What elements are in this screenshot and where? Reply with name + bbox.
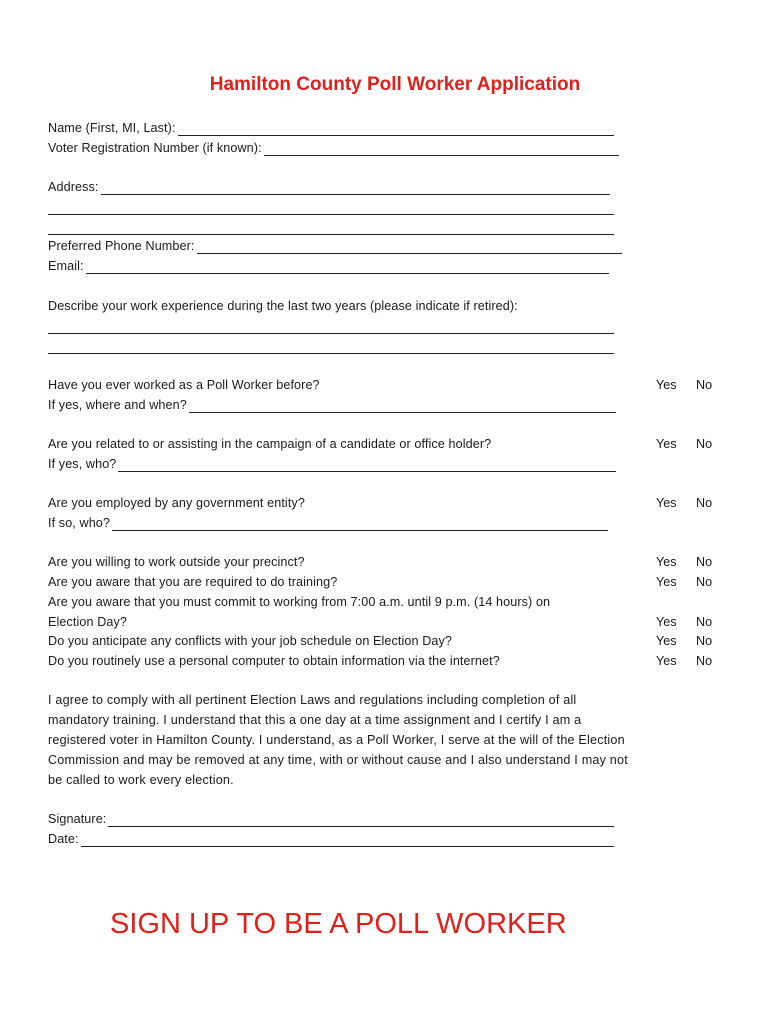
signature-field[interactable] <box>48 811 614 827</box>
address-blank-2[interactable] <box>48 214 614 215</box>
yes-option[interactable]: Yes <box>656 555 677 569</box>
poll-worker-where-label: If yes, where and when? <box>48 398 187 412</box>
form-title: Hamilton County Poll Worker Application <box>209 74 581 95</box>
date-field[interactable] <box>48 831 614 847</box>
question-commit-hours: Are you aware that you must commit to working from 7:00 a.m. until 9 p.m. (14 hours) on <box>48 595 551 609</box>
yes-option[interactable]: Yes <box>656 615 677 629</box>
voter-registration-label: Voter Registration Number (if known): <box>48 141 262 155</box>
question-personal-computer: Do you routinely use a personal computer to obtain information via the internet? <box>48 654 500 668</box>
government-who-field[interactable] <box>48 515 608 531</box>
agreement-paragraph: I agree to comply with all pertinent Election Laws and regulations including completion of all mandatory training. I understand that this a one day at a time assignment and I certify I am a registered voter in Hamilton County. I understand, as a Poll Worker, I serve at the will of the Election Commission and may be removed at any time, with or without cause and I also understand I may not be called to work every election. <box>48 693 628 787</box>
yes-option[interactable]: Yes <box>656 654 677 668</box>
question-training: Are you aware that you are required to do training? <box>48 575 338 589</box>
address-field[interactable] <box>48 179 610 195</box>
phone-field[interactable] <box>48 238 622 254</box>
question-job-conflicts: Do you anticipate any conflicts with your job schedule on Election Day? <box>48 634 453 648</box>
phone-label: Preferred Phone Number: <box>48 239 195 253</box>
question-related-campaign: Are you related to or assisting in the campaign of a candidate or office holder? <box>48 437 492 451</box>
address-label: Address: <box>48 180 99 194</box>
experience-label: Describe your work experience during the last two years (please indicate if retired): <box>48 299 518 313</box>
government-who-blank[interactable] <box>112 517 608 531</box>
no-option[interactable]: No <box>696 437 713 451</box>
no-option[interactable]: No <box>696 378 713 392</box>
yes-option[interactable]: Yes <box>656 378 677 392</box>
poll-worker-where-blank[interactable] <box>189 399 616 413</box>
campaign-who-blank[interactable] <box>118 458 616 472</box>
no-option[interactable]: No <box>696 575 713 589</box>
campaign-who-label: If yes, who? <box>48 457 117 471</box>
email-field[interactable] <box>48 258 609 274</box>
name-blank[interactable] <box>178 122 614 136</box>
yes-option[interactable]: Yes <box>656 634 677 648</box>
question-government-employed: Are you employed by any government entity? <box>48 496 305 510</box>
signature-blank[interactable] <box>108 813 614 827</box>
signature-label: Signature: <box>48 812 107 826</box>
name-label: Name (First, MI, Last): <box>48 121 176 135</box>
yes-option[interactable]: Yes <box>656 437 677 451</box>
sign-up-banner[interactable]: SIGN UP TO BE A POLL WORKER <box>110 908 567 940</box>
question-outside-precinct: Are you willing to work outside your precinct? <box>48 555 305 569</box>
name-field[interactable] <box>48 120 614 136</box>
phone-blank[interactable] <box>197 240 622 254</box>
no-option[interactable]: No <box>696 555 713 569</box>
voter-registration-blank[interactable] <box>264 142 619 156</box>
no-option[interactable]: No <box>696 615 713 629</box>
experience-blank-1[interactable] <box>48 333 614 334</box>
address-blank-1[interactable] <box>101 181 611 195</box>
no-option[interactable]: No <box>696 654 713 668</box>
campaign-who-field[interactable] <box>48 456 616 472</box>
address-blank-3[interactable] <box>48 234 614 235</box>
yes-option[interactable]: Yes <box>656 496 677 510</box>
question-poll-worker-before: Have you ever worked as a Poll Worker before? <box>48 378 320 392</box>
government-who-label: If so, who? <box>48 516 111 530</box>
question-commit-hours-cont: Election Day? <box>48 615 128 629</box>
experience-blank-2[interactable] <box>48 353 614 354</box>
poll-worker-where-field[interactable] <box>48 397 616 413</box>
date-label: Date: <box>48 832 79 846</box>
email-blank[interactable] <box>86 260 609 274</box>
email-label: Email: <box>48 259 84 273</box>
voter-registration-field[interactable] <box>48 140 619 156</box>
yes-option[interactable]: Yes <box>656 575 677 589</box>
no-option[interactable]: No <box>696 634 713 648</box>
date-blank[interactable] <box>81 833 614 847</box>
no-option[interactable]: No <box>696 496 713 510</box>
